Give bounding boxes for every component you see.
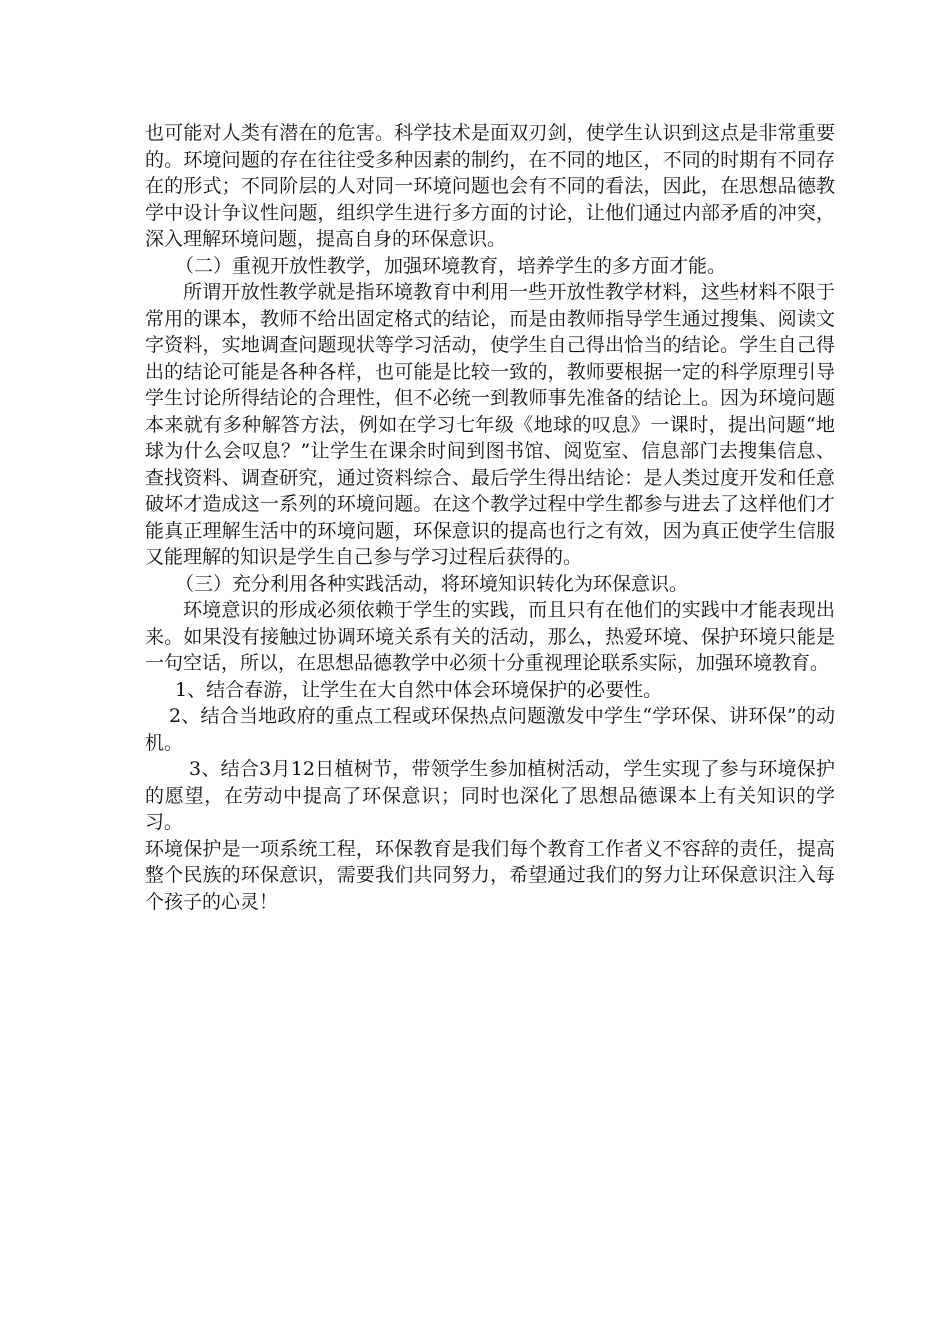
paragraph-practice: 环境意识的形成必须依赖于学生的实践，而且只有在他们的实践中才能表现出来。如果没有接触过协调环境关系有关的活动，那么，热爱环境、保护环境只能是一句空话，所以，在思想品德教学中必须十分重视理论联系实际，加强环境教育。 xyxy=(145,599,835,674)
list-item-3: 3、结合3月12日植树节，带领学生参加植树活动，学生实现了参与环境保护的愿望，在劳动中提高了环保意识；同时也深化了思想品德课本上有关知识的学习。 xyxy=(145,758,835,833)
list-item-1: 1、结合春游，让学生在大自然中体会环境保护的必要性。 xyxy=(175,678,663,701)
paragraph-intro-continuation: 也可能对人类有潜在的危害。科学技术是面双刃剑，使学生认识到这点是非常重要的。环境问题的存在往往受多种因素的制约，在不同的地区，不同的时期有不同存在的形式；不同阶层的人对同一环境问题也会有不同的看法，因此，在思想品德教学中设计争议性问题，组织学生进行多方面的讨论，让他们通过内部矛盾的冲突，深入理解环境问题，提高自身的环保意识。 xyxy=(145,122,835,250)
section-heading-2: （二）重视开放性教学，加强环境教育，培养学生的多方面才能。 xyxy=(175,254,727,277)
document-body xyxy=(145,120,835,915)
paragraph-conclusion: 环境保护是一项系统工程，环保教育是我们每个教育工作者义不容辞的责任，提高整个民族的环保意识，需要我们共同努力，希望通过我们的努力让环保意识注入每个孩子的心灵！ xyxy=(145,837,835,913)
paragraph-open-teaching: 所谓开放性教学就是指环境教育中利用一些开放性教学材料，这些材料不限于常用的课本，教师不给出固定格式的结论，而是由教师指导学生通过搜集、阅读文字资料，实地调查问题现状等学习活动，使学生自己得出恰当的结论。学生自己得出的结论可能是各种各样，也可能是比较一致的，教师要根据一定的科学原理引导学生讨论所得结论的合理性，但不必统一到教师事先准备的结论上。因为环境问题本来就有多种解答方法，例如在学习七年级《地球的叹息》一课时，提出问题“地球为什么会叹息？”让学生在课余时间到图书馆、阅览室、信息部门去搜集信息、查找资料、调查研究，通过资料综合、最后学生得出结论：是人类过度开发和任意破坏才造成这一系列的环境问题。在这个教学过程中学生都参与进去了这样他们才能真正理解生活中的环境问题，环保意识的提高也行之有效，因为真正使学生信服又能理解的知识是学生自己参与学习过程后获得的。 xyxy=(145,281,835,568)
list-item-2: 2、结合当地政府的重点工程或环保热点问题激发中学生“学环保、讲环保”的动机。 xyxy=(145,705,835,754)
section-heading-3: （三）充分利用各种实践活动，将环境知识转化为环保意识。 xyxy=(175,572,689,595)
